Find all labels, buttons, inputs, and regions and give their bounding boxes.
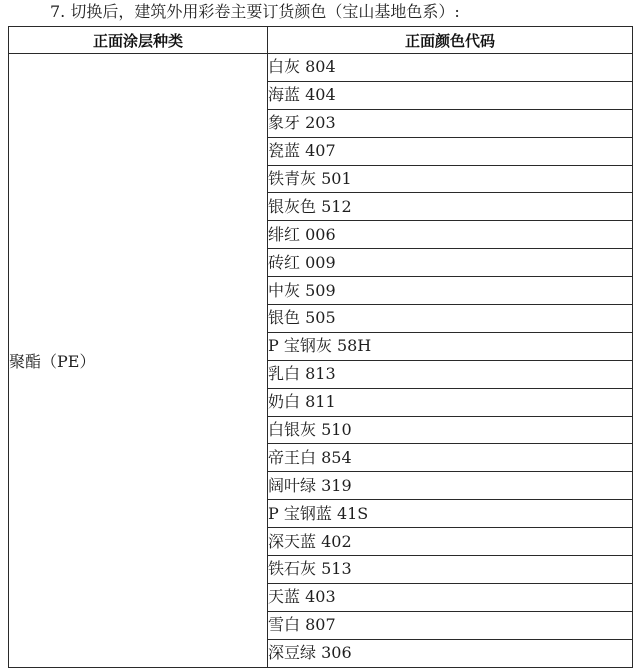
color-code-cell: 乳白 813 (268, 360, 633, 388)
color-code-cell: P 宝钢蓝 41S (268, 500, 633, 528)
color-code-table (8, 26, 633, 668)
color-code-cell: 深豆绿 306 (268, 639, 633, 667)
color-code-cell: 象牙 203 (268, 109, 633, 137)
color-code-cell: 雪白 807 (268, 611, 633, 639)
color-code-cell: 海蓝 404 (268, 81, 633, 109)
color-code-cell: 天蓝 403 (268, 583, 633, 611)
header-color-code: 正面颜色代码 (268, 27, 633, 54)
color-code-cell: 铁石灰 513 (268, 556, 633, 584)
color-code-cell: 绯红 006 (268, 221, 633, 249)
table-header-row (9, 27, 633, 54)
color-code-cell: 深天蓝 402 (268, 528, 633, 556)
color-code-cell: 砖红 009 (268, 249, 633, 277)
color-code-cell: 帝王白 854 (268, 444, 633, 472)
header-coating-type: 正面涂层种类 (9, 27, 268, 54)
section-heading: 7. 切换后，建筑外用彩卷主要订货颜色（宝山基地色系）: (50, 2, 460, 21)
color-code-cell: 阔叶绿 319 (268, 472, 633, 500)
coating-type-cell: 聚酯（PE） (9, 54, 268, 668)
color-code-cell: 中灰 509 (268, 277, 633, 305)
color-code-cell: 银灰色 512 (268, 193, 633, 221)
color-code-cell: 白银灰 510 (268, 416, 633, 444)
color-code-cell: 白灰 804 (268, 54, 633, 82)
table-row (9, 54, 633, 82)
color-code-cell: 瓷蓝 407 (268, 137, 633, 165)
color-code-cell: 铁青灰 501 (268, 165, 633, 193)
color-code-cell: P 宝钢灰 58H (268, 332, 633, 360)
color-code-cell: 银色 505 (268, 305, 633, 333)
color-code-cell: 奶白 811 (268, 388, 633, 416)
